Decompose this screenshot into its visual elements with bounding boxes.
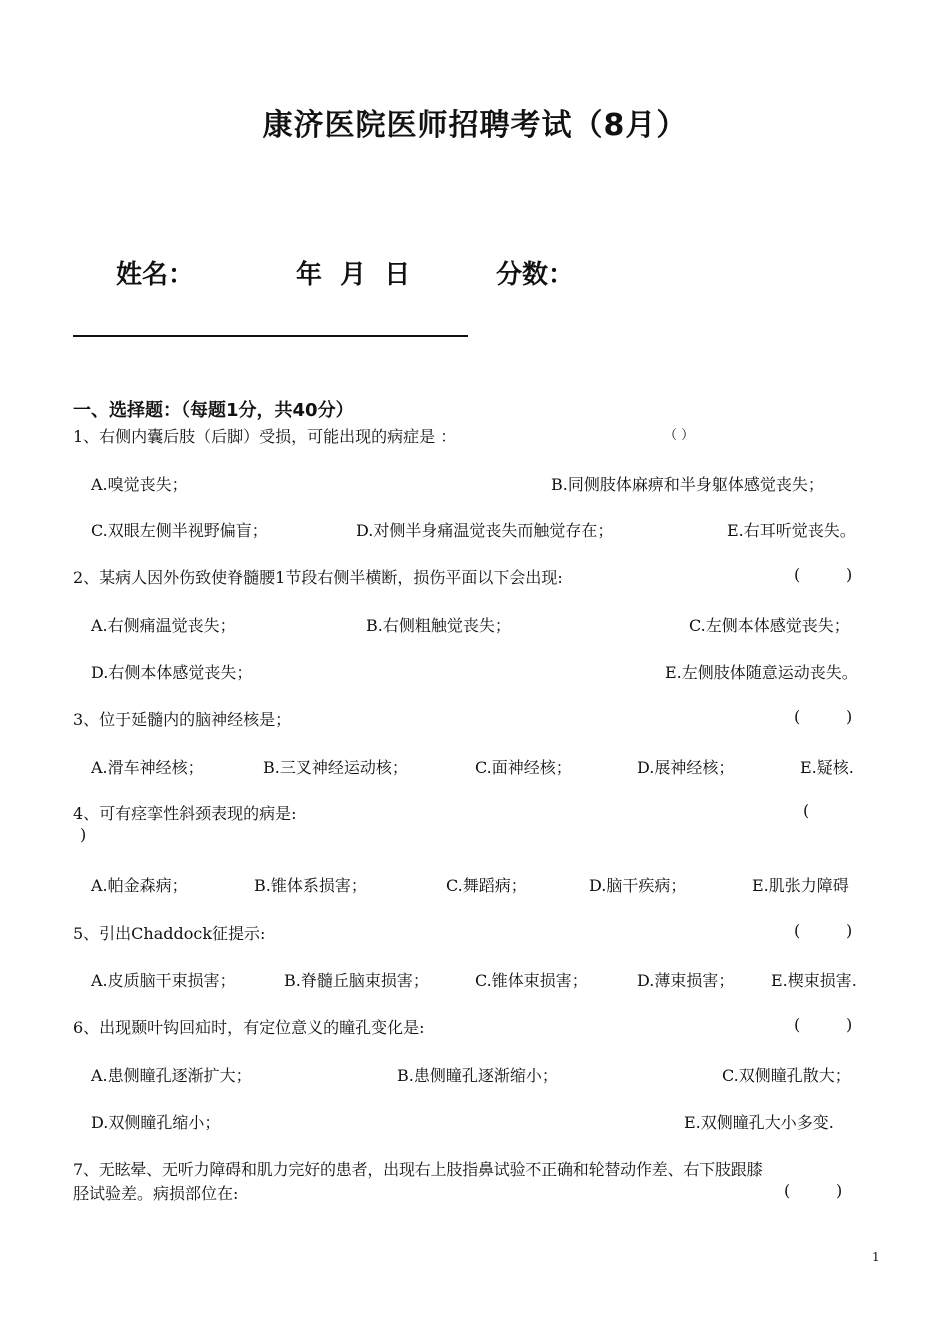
page-number: 1 xyxy=(872,1250,880,1264)
q5-option-d: D.薄束损害； xyxy=(637,971,735,990)
question-3-answer-blank: ( ) xyxy=(794,707,853,726)
question-6-stem: 6、出现颞叶钩回疝时，有定位意义的瞳孔变化是: xyxy=(73,1018,425,1037)
question-6-answer-blank: ( ) xyxy=(794,1015,853,1034)
question-2-answer-blank: ( ) xyxy=(794,565,853,584)
q2-option-a: A.右侧痛温觉丧失； xyxy=(91,616,236,635)
page-title: 康济医院医师招聘考试（8月） xyxy=(262,108,688,143)
q2-option-c: C.左侧本体感觉丧失； xyxy=(689,616,850,635)
q1-option-b: B.同侧肢体麻痹和半身躯体感觉丧失； xyxy=(551,475,824,494)
q5-option-a: A.皮质脑干束损害； xyxy=(91,971,236,990)
q6-option-e: E.双侧瞳孔大小多变. xyxy=(684,1113,834,1132)
q1-option-d: D.对侧半身痛温觉丧失而触觉存在； xyxy=(356,521,614,540)
q4-option-d: D.脑干疾病； xyxy=(589,876,687,895)
date-label: 年 月 日 xyxy=(296,260,411,290)
q5-option-e: E.楔束损害. xyxy=(771,971,857,990)
question-4-paren-close: ) xyxy=(80,825,87,844)
q1-option-a: A.嗅觉丧失； xyxy=(91,475,188,494)
q6-option-c: C.双侧瞳孔散大； xyxy=(722,1066,851,1085)
question-5-answer-blank: ( ) xyxy=(794,921,853,940)
question-3-stem: 3、位于延髓内的脑神经核是； xyxy=(73,710,292,729)
question-4-paren-open: ( xyxy=(803,801,810,820)
question-4-stem: 4、可有痉挛性斜颈表现的病是: xyxy=(73,804,297,823)
q6-option-b: B.患侧瞳孔逐渐缩小； xyxy=(397,1066,558,1085)
q2-option-e: E.左侧肢体随意运动丧失。 xyxy=(665,663,858,682)
q1-option-e: E.右耳听觉丧失。 xyxy=(727,521,856,540)
q6-option-a: A.患侧瞳孔逐渐扩大； xyxy=(91,1066,252,1085)
q4-option-b: B.锥体系损害； xyxy=(254,876,367,895)
question-5-stem: 5、引出Chaddock征提示: xyxy=(73,924,266,943)
q3-option-d: D.展神经核； xyxy=(637,758,735,777)
q4-option-e: E.肌张力障碍 xyxy=(752,876,849,895)
question-2-stem: 2、某病人因外伤致使脊髓腰1节段右侧半横断，损伤平面以下会出现: xyxy=(73,568,563,587)
question-7-stem-line-2: 胫试验差。病损部位在: xyxy=(73,1184,239,1203)
q2-option-d: D.右侧本体感觉丧失； xyxy=(91,663,253,682)
q3-option-b: B.三叉神经运动核； xyxy=(263,758,408,777)
name-label: 姓名： xyxy=(116,260,195,290)
section-heading: 一、选择题：（每题1分，共40分） xyxy=(73,400,354,421)
q2-option-b: B.右侧粗触觉丧失； xyxy=(366,616,511,635)
question-7-answer-blank: ( ) xyxy=(784,1181,843,1200)
question-1-answer-blank: （ ） xyxy=(664,428,695,443)
q4-option-c: C.舞蹈病； xyxy=(446,876,527,895)
q6-option-d: D.双侧瞳孔缩小； xyxy=(91,1113,221,1132)
q4-option-a: A.帕金森病； xyxy=(91,876,188,895)
score-label: 分数： xyxy=(496,260,575,290)
question-1-stem: 1、右侧内囊后肢（后脚）受损，可能出现的病症是 ： xyxy=(73,427,457,446)
underline-rule xyxy=(73,335,468,337)
question-7-stem-line-1: 7、无眩晕、无听力障碍和肌力完好的患者，出现右上肢指鼻试验不正确和轮替动作差、右下肢跟膝 xyxy=(73,1160,763,1179)
q3-option-e: E.疑核. xyxy=(800,758,854,777)
q5-option-c: C.锥体束损害； xyxy=(475,971,588,990)
q3-option-a: A.滑车神经核； xyxy=(91,758,204,777)
q3-option-c: C.面神经核； xyxy=(475,758,572,777)
q1-option-c: C.双眼左侧半视野偏盲； xyxy=(91,521,268,540)
q5-option-b: B.脊髓丘脑束损害； xyxy=(284,971,429,990)
